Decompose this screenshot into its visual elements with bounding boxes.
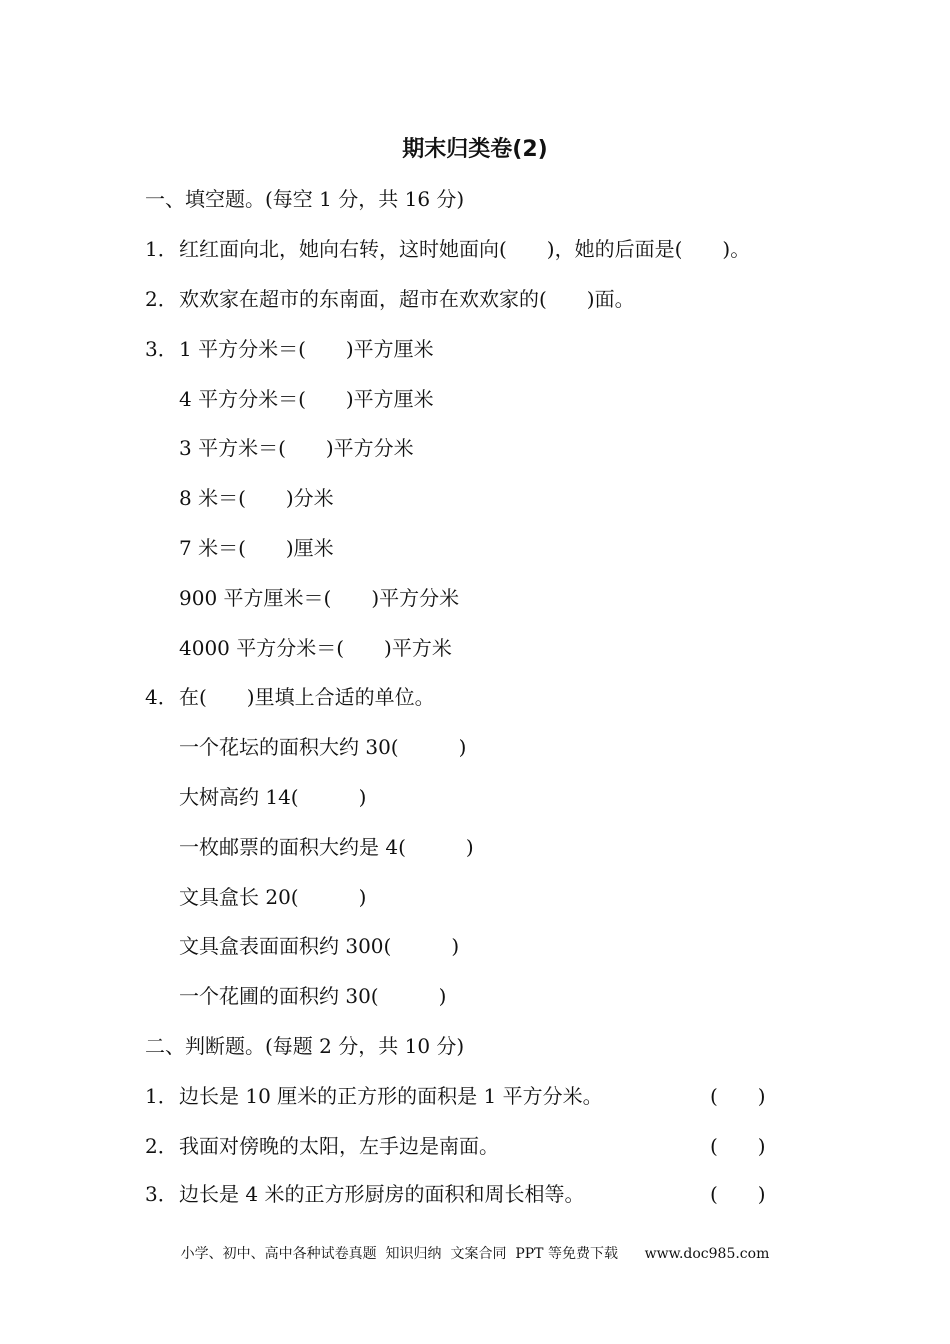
- judgment-question: [145, 1083, 603, 1109]
- question-3: [145, 336, 434, 362]
- question-number: 1．: [145, 1084, 178, 1108]
- answer-blank: ( ): [710, 1084, 766, 1108]
- question-number: 3．: [145, 1182, 178, 1206]
- question-text: 边长是 4 米的正方形厨房的面积和周长相等。: [179, 1182, 585, 1206]
- conversion-item: 8 米＝( )分米: [179, 486, 334, 510]
- unit-item: 一个花圃的面积约 30( ): [179, 984, 447, 1008]
- question-text: 红红面向北，她向右转，这时她面向( )，她的后面是( )。: [179, 237, 751, 261]
- conversion-item: 4000 平方分米＝( )平方米: [179, 636, 452, 660]
- unit-item: 一个花坛的面积大约 30( ): [179, 735, 467, 759]
- question-text: 我面对傍晚的太阳，左手边是南面。: [179, 1134, 499, 1158]
- question-number: 3．: [145, 337, 178, 361]
- answer-blank: ( ): [710, 1182, 766, 1206]
- question-4: [145, 684, 435, 710]
- question-number: 2．: [145, 1134, 178, 1158]
- unit-item: 文具盒长 20( ): [179, 885, 367, 909]
- question-text: 欢欢家在超市的东南面，超市在欢欢家的( )面。: [179, 287, 635, 311]
- question-2: [145, 286, 635, 312]
- page-footer: 小学、初中、高中各种试卷真题 知识归纳 文案合同 PPT 等免费下载 www.doc985.com: [180, 1246, 770, 1262]
- question-1: [145, 236, 750, 262]
- question-number: 4．: [145, 685, 178, 709]
- section-2-heading: 二、判断题。(每题 2 分，共 10 分): [145, 1034, 465, 1058]
- unit-item: 大树高约 14( ): [179, 785, 367, 809]
- conversion-item: 900 平方厘米＝( )平方分米: [179, 586, 460, 610]
- judgment-question: [145, 1133, 499, 1159]
- page-title: 期末归类卷(2): [402, 137, 548, 162]
- conversion-item: 4 平方分米＝( )平方厘米: [179, 387, 434, 411]
- conversion-item: 1 平方分米＝( )平方厘米: [179, 337, 434, 361]
- unit-item: 文具盒表面面积约 300( ): [179, 934, 460, 958]
- question-text: 边长是 10 厘米的正方形的面积是 1 平方分米。: [179, 1084, 603, 1108]
- conversion-item: 7 米＝( )厘米: [179, 536, 334, 560]
- unit-item: 一枚邮票的面积大约是 4( ): [179, 835, 474, 859]
- answer-blank: ( ): [710, 1134, 766, 1158]
- judgment-question: [145, 1181, 584, 1207]
- question-text: 在( )里填上合适的单位。: [179, 685, 435, 709]
- question-number: 2．: [145, 287, 178, 311]
- section-1-heading: 一、填空题。(每空 1 分，共 16 分): [145, 187, 465, 211]
- question-number: 1．: [145, 237, 178, 261]
- conversion-item: 3 平方米＝( )平方分米: [179, 436, 414, 460]
